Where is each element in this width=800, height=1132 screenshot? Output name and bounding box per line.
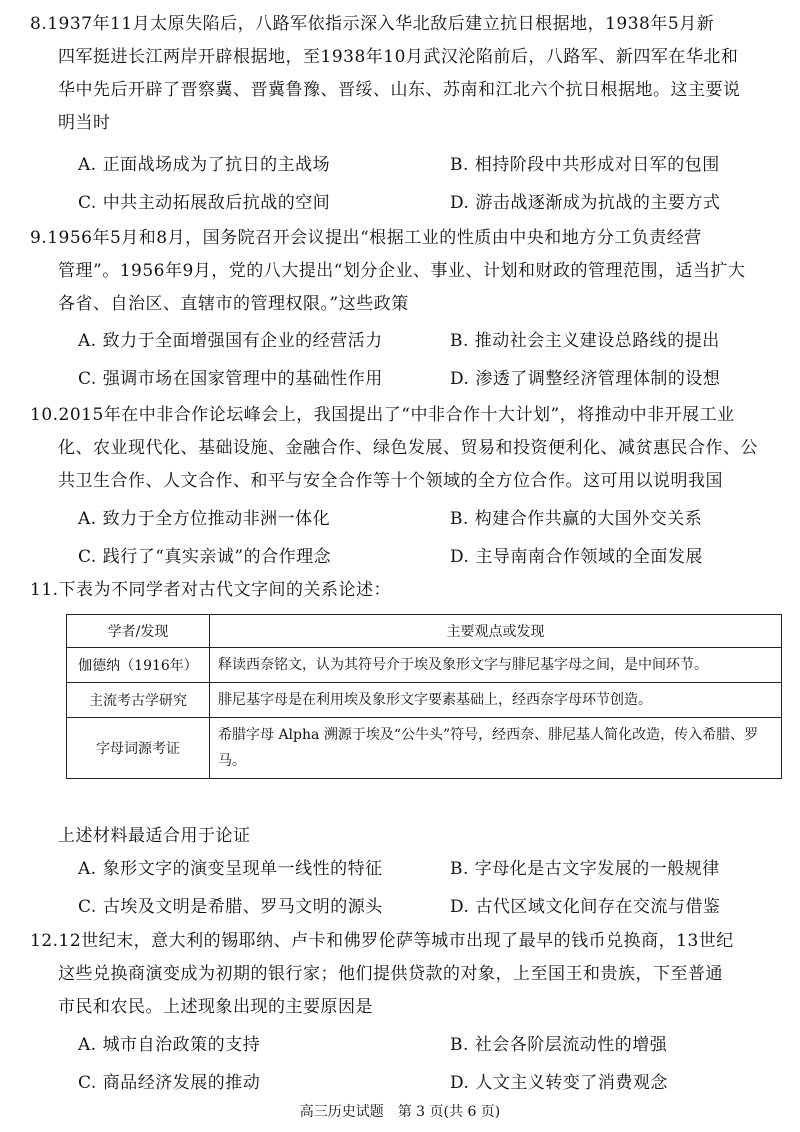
- option-b[interactable]: B. 社会各阶层流动性的增强: [450, 1035, 668, 1055]
- question-12-options: [30, 1030, 770, 1106]
- question-12: [30, 925, 770, 1024]
- question-8: [30, 8, 770, 140]
- table-cell: 主流考古学研究: [67, 683, 210, 718]
- table-header: 学者/发现: [67, 615, 210, 648]
- question-11-prompt: 上述材料最适合用于论证: [58, 826, 251, 846]
- table-row: [67, 648, 782, 683]
- table-header: 主要观点或发现: [210, 615, 782, 648]
- table-cell: 腓尼基字母是在利用埃及象形文字要素基础上，经西奈字母环节创造。: [210, 683, 782, 718]
- option-d[interactable]: D. 人文主义转变了消费观念: [450, 1073, 668, 1093]
- question-11-options: [30, 854, 770, 930]
- question-10-options: [30, 504, 770, 580]
- table-cell: 希腊字母 Alpha 溯源于埃及“公牛头”符号，经西奈、腓尼基人简化改造，传入希腊、罗马。: [210, 718, 782, 779]
- question-stem: 11.下表为不同学者对古代文字间的关系论述：: [30, 580, 392, 600]
- question-11: [30, 574, 770, 607]
- question-9: [30, 222, 770, 321]
- table-cell: 释读西奈铭文，认为其符号介于埃及象形文字与腓尼基字母之间，是中间环节。: [210, 648, 782, 683]
- option-b[interactable]: B. 推动社会主义建设总路线的提出: [450, 331, 720, 351]
- option-a[interactable]: A. 正面战场成为了抗日的主战场: [78, 155, 331, 175]
- scholars-table: [66, 614, 782, 779]
- table-row: [67, 718, 782, 779]
- option-a[interactable]: A. 致力于全面增强国有企业的经营活力: [78, 331, 383, 351]
- table-cell: 伽德纳（1916年）: [67, 648, 210, 683]
- option-b[interactable]: B. 相持阶段中共形成对日军的包围: [450, 155, 720, 175]
- option-d[interactable]: D. 游击战逐渐成为抗战的主要方式: [450, 193, 721, 213]
- option-d[interactable]: D. 古代区域文化间存在交流与借鉴: [450, 897, 721, 917]
- option-b[interactable]: B. 字母化是古文字发展的一般规律: [450, 859, 720, 879]
- table-header-row: [67, 615, 782, 648]
- question-8-options: [30, 150, 770, 226]
- table-row: [67, 683, 782, 718]
- option-a[interactable]: A. 城市自治政策的支持: [78, 1035, 261, 1055]
- option-a[interactable]: A. 象形文字的演变呈现单一线性的特征: [78, 859, 383, 879]
- question-10: [30, 399, 770, 498]
- option-c[interactable]: C. 强调市场在国家管理中的基础性作用: [78, 369, 383, 389]
- question-stem: 12.12世纪末，意大利的锡耶纳、卢卡和佛罗伦萨等城市出现了最早的钱币兑换商，13世纪 这些兑换商演变成为初期的银行家；他们提供贷款的对象，上至国王和贵族，下至普通 市民和农民。上述现象出现的主要原因是: [30, 931, 734, 1017]
- option-a[interactable]: A. 致力于全方位推动非洲一体化: [78, 509, 331, 529]
- option-d[interactable]: D. 渗透了调整经济管理体制的设想: [450, 369, 721, 389]
- option-c[interactable]: C. 商品经济发展的推动: [78, 1073, 261, 1093]
- option-d[interactable]: D. 主导南南合作领域的全面发展: [450, 547, 703, 567]
- question-9-options: [30, 326, 770, 402]
- option-c[interactable]: C. 古埃及文明是希腊、罗马文明的源头: [78, 897, 383, 917]
- question-stem: 8.1937年11月太原失陷后，八路军依指示深入华北敌后建立抗日根据地，1938年5月新 四军挺进长江两岸开辟根据地，至1938年10月武汉沦陷前后，八路军、新四军在华北和 华中先后开辟了晋察冀、晋冀鲁豫、晋绥、山东、苏南和江北六个抗日根据地。这主要说 明当时: [30, 14, 741, 133]
- option-c[interactable]: C. 中共主动拓展敌后抗战的空间: [78, 193, 331, 213]
- page-footer: 高三历史试题 第 3 页(共 6 页): [299, 1104, 501, 1120]
- table-cell: 字母词源考证: [67, 718, 210, 779]
- option-c[interactable]: C. 践行了“真实亲诚”的合作理念: [78, 547, 332, 567]
- question-stem: 10.2015年在中非合作论坛峰会上，我国提出了“中非合作十大计划”，将推动中非开展工业 化、农业现代化、基础设施、金融合作、绿色发展、贸易和投资便利化、减贫惠民合作、公 共卫生合作、人文合作、和平与安全合作等十个领域的全方位合作。这可用以说明我国: [30, 405, 758, 491]
- option-b[interactable]: B. 构建合作共赢的大国外交关系: [450, 509, 703, 529]
- question-stem: 9.1956年5月和8月，国务院召开会议提出“根据工业的性质由中央和地方分工负责经营 管理”。1956年9月，党的八大提出“划分企业、事业、计划和财政的管理范围，适当扩大 各省、自治区、直辖市的管理权限。”这些政策: [30, 228, 746, 314]
